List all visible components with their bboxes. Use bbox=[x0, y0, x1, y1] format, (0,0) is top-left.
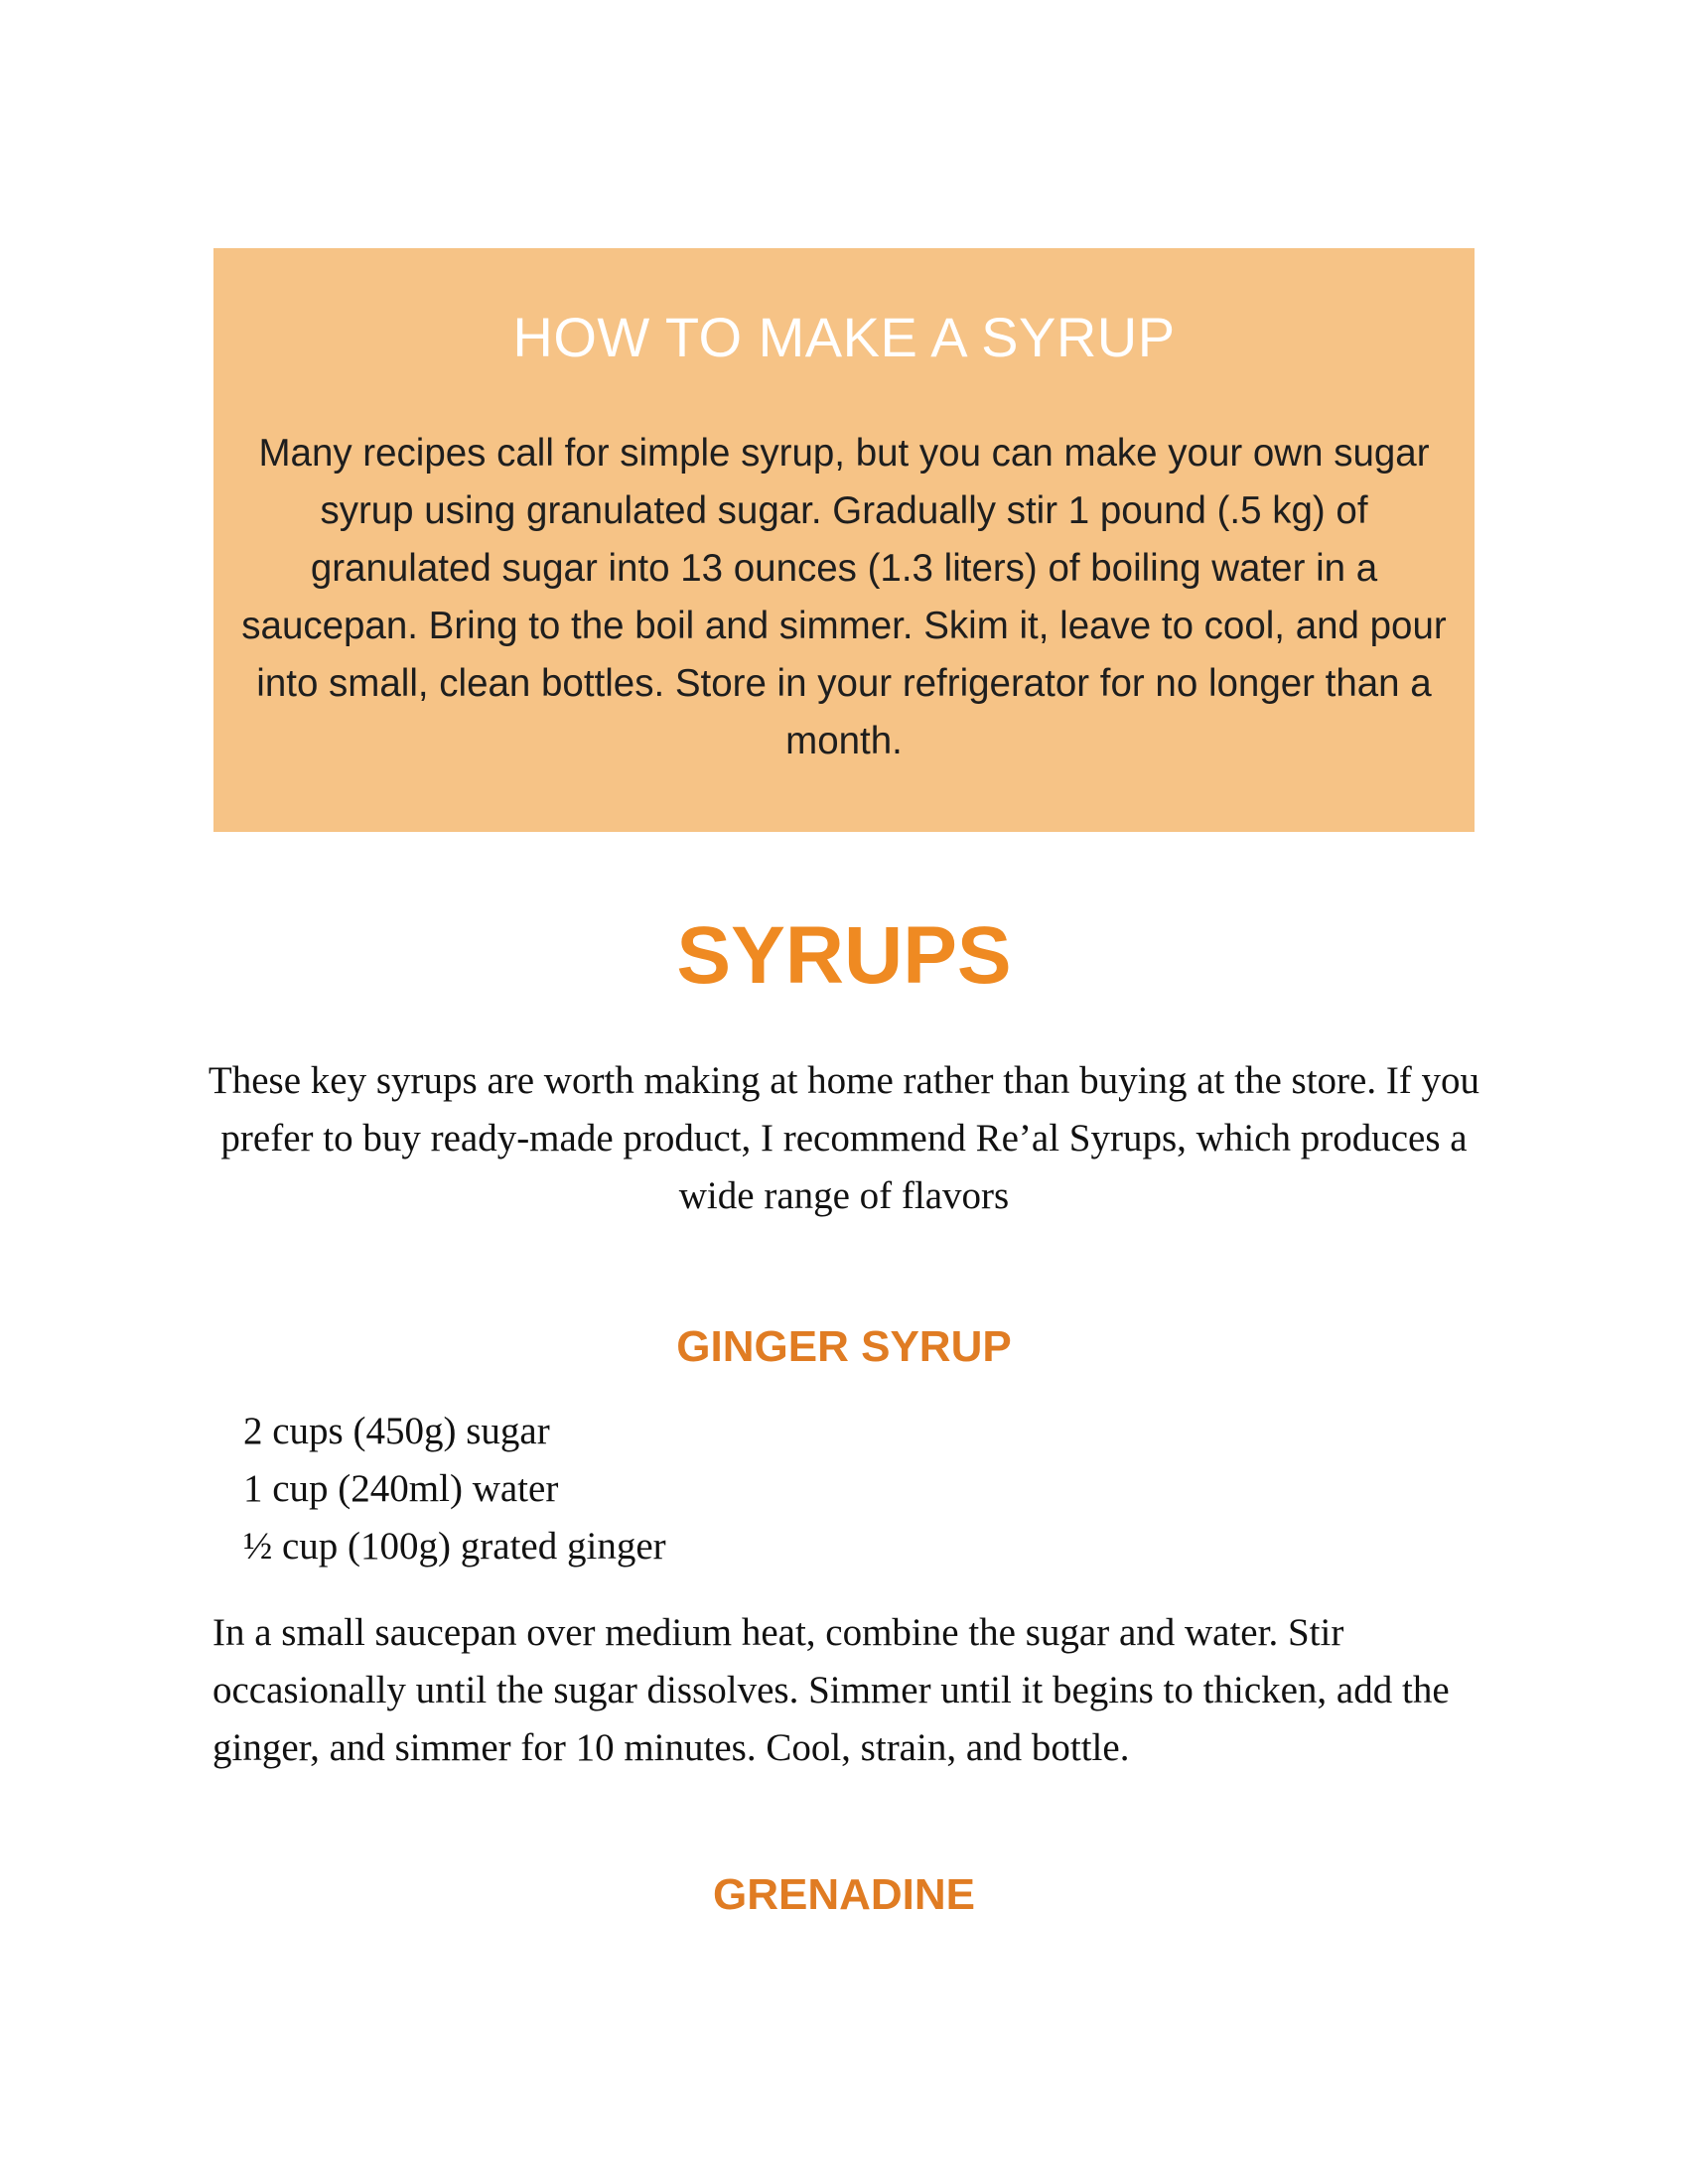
section-title: SYRUPS bbox=[676, 910, 1012, 1001]
ingredient-item: 2 cups (450g) sugar bbox=[243, 1410, 550, 1452]
ingredient-item: 1 cup (240ml) water bbox=[243, 1467, 559, 1510]
callout-title: HOW TO MAKE A SYRUP bbox=[512, 306, 1176, 368]
recipe-title-grenadine: GRENADINE bbox=[712, 1870, 976, 1919]
ingredient-item: ½ cup (100g) grated ginger bbox=[243, 1525, 666, 1568]
syrup-howto-callout bbox=[213, 248, 1475, 832]
recipe-method: In a small saucepan over medium heat, combine the sugar and water. Stir occasionally until the sugar dissolves. Simmer until it begins to thicken, add the ginger, and simmer for 10 minutes. Cool, strain, and bottle. bbox=[212, 1611, 1450, 1769]
ingredient-list bbox=[243, 1403, 666, 1575]
section-intro: These key syrups are worth making at home rather than buying at the store. If you prefer to buy ready-made product, I recommend Re’al Syrups, which produces a wide range of flavors bbox=[208, 1059, 1480, 1217]
recipe-title-ginger-syrup: GINGER SYRUP bbox=[676, 1322, 1012, 1371]
callout-body: Many recipes call for simple syrup, but you can make your own sugar syrup using granulated sugar. Gradually stir 1 pound (.5 kg) of granulated sugar into 13 ounces (1.3 liters) of boiling water in a saucepan. Bring to the boil and simmer. Skim it, leave to cool, and pour into small, clean bottles. Store in your refrigerator for no longer than a month. bbox=[241, 432, 1447, 762]
